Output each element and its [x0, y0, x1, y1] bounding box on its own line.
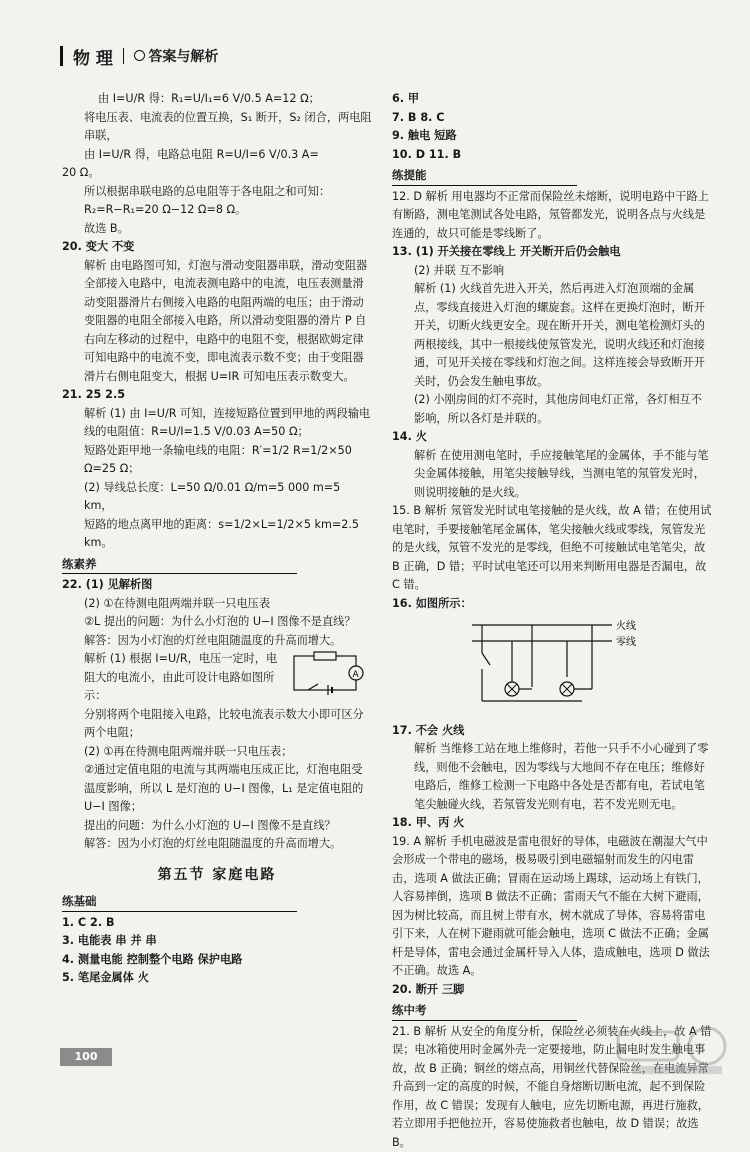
answer-20: 20. 断开 三脚 — [392, 981, 712, 1000]
analysis-22h: 提出的问题：为什么小灯泡的 U−I 图像不是直线？ — [62, 817, 372, 836]
answer-6: 6. 甲 — [392, 90, 712, 109]
right-column — [392, 90, 712, 1152]
page-header — [60, 42, 700, 70]
section-tag: 练中考 — [392, 1001, 577, 1021]
answer-14: 14. 火 — [392, 428, 712, 447]
header-bar — [60, 46, 63, 66]
text-line: 由 I=U/R 得，电路总电阻 R=U/I=6 V/0.3 A= — [62, 146, 372, 165]
analysis-14: 解析 在使用测电笔时，手应接触笔尾的金属体，手不能与笔尖金属体接触，用笔尖接触导线，当测电笔的氖管发光时，则说明接触的是火线。 — [392, 447, 712, 503]
section-label: 答案与解析 — [148, 49, 218, 65]
answer-18: 18. 甲、丙 火 — [392, 814, 712, 833]
text-line: 所以根据串联电路的总电阻等于各电阻之和可知：R₂=R−R₁=20 Ω−12 Ω=8 Ω。 — [62, 183, 372, 220]
text-line: 由 I=U/R 得：R₁=U/I₁=6 V/0.5 A=12 Ω； — [62, 90, 372, 109]
answer-13b: (2) 并联 互不影响 — [392, 262, 712, 281]
answer-10-11: 10. D 11. B — [392, 146, 712, 165]
answer-22: 22. (1) 见解析图 — [62, 576, 372, 595]
analysis-22i: 解答：因为小灯泡的灯丝电阻随温度的升高而增大。 — [62, 835, 372, 854]
answer-9: 9. 触电 短路 — [392, 127, 712, 146]
answer-15: 15. B 解析 氖管发光时试电笔接触的是火线，故 A 错；在使用试电笔时，手要接触笔尾金属体，笔尖接触火线或零线，氖管发光的是火线，氖管不发光的是零线，但绝不可接触试电笔笔尖，故 B 正确，D 错；平时试电笔还可以用来判断用电器是否漏电，故 C 错。 — [392, 502, 712, 595]
analysis-22g: ②通过定值电阻的电流与其两端电压成正比，灯泡电阻受温度影响，所以 L 是灯泡的 U−I 图像，L₁ 是定值电阻的 U−I 图像； — [62, 761, 372, 817]
analysis-13d: (2) 小刚房间的灯不亮时，其他房间电灯正常，各灯相互不影响，所以各灯是并联的。 — [392, 391, 712, 428]
answer-22a: (2) ①在待测电阻两端并联一只电压表 — [62, 595, 372, 614]
subject-title: 物 理 — [73, 44, 113, 69]
analysis-22-row — [62, 650, 372, 706]
page-number: 100 — [60, 1048, 112, 1066]
answer-19: 19. A 解析 手机电磁波是雷电很好的导体，电磁波在潮湿大气中会形成一个带电的磁场，极易吸引到电磁辐射而发生的闪电雷击，选项 A 做法正确；冒雨在运动场上踢球，运动场上有铁门，人容易摔倒，选项 B 做法不正确；雷雨天气不能在大树下避雨，因为树比较高，而且树上带有水，树木就成了导体，容易将雷电引下来，人在树下避雨就可能会触电，选项 C 做法不正确；金属杆是导体，雷电会通过金属杆导入人体，造成触电，选项 D 做法不正确。故选 A。 — [392, 833, 712, 981]
section-tag: 练提能 — [392, 166, 577, 186]
analysis-13: 解析 (1) 火线首先进入开关，然后再进入灯泡顶端的金属点，零线直接进入灯泡的螺旋套。这样在更换灯泡时，断开开关，切断火线更安全。现在断开开关，测电笔检测灯头的两根接线，其中一根接线使氖管发光，说明火线还和灯泡接通，可见开关接在零线和灯泡之间。这样连接会导致断开开关时，仍会发生触电事故。 — [392, 280, 712, 391]
answer-21: 21. B 解析 从安全的角度分析，保险丝必须装在火线上，故 A 错误；电冰箱使用时金属外壳一定要接地，防止漏电时发生触电事故，故 B 正确；铜丝的熔点高，用铜丝代替保险丝，在电流异常升高到一定的高度的时候，不能自身熔断切断电流，起不到保险作用，故 C 错误；发现有人触电，应先切断电源，再进行施救，若立即用手把他拉开，容易使施救者也触电，故 D 错误；故选 B。 — [392, 1023, 712, 1152]
answer-7-8: 7. B 8. C — [392, 109, 712, 128]
watermark-logo-icon — [612, 1020, 732, 1080]
text-line: 故选 B。 — [62, 220, 372, 239]
analysis-22e: 分别将两个电阻接入电路，比较电流表示数大小即可区分两个电阻； — [62, 706, 372, 743]
text-line: 20 Ω。 — [62, 164, 372, 183]
answer-22c: 解答：因为小灯泡的灯丝电阻随温度的升高而增大。 — [62, 632, 372, 651]
ammeter-circuit-diagram — [290, 650, 372, 696]
section-title — [134, 46, 218, 66]
text-line: 将电压表、电流表的位置互换，S₁ 断开，S₂ 闭合，两电阻串联， — [62, 109, 372, 146]
household-circuit-diagram — [462, 617, 672, 709]
answer-13: 13. (1) 开关接在零线上 开关断开后仍会触电 — [392, 243, 712, 262]
answer-17: 17. 不会 火线 — [392, 722, 712, 741]
section-tag: 练基础 — [62, 892, 297, 912]
answer-16: 16. 如图所示： — [392, 595, 712, 614]
answer-5: 5. 笔尾金属体 火 — [62, 969, 372, 988]
analysis-22: 解析 (1) 根据 I=U/R，电压一定时，电阻大的电流小，由此可设计电路如图所示： — [62, 650, 282, 706]
analysis-21b: 短路处距甲地一条输电线的电阻：R′=1/2 R=1/2×50 Ω=25 Ω； — [62, 442, 372, 479]
analysis-20: 解析 由电路图可知，灯泡与滑动变阻器串联，滑动变阻器全部接入电路中，电流表测电路中的电流，电压表测量滑动变阻器滑片右侧接入电路的电阻两端的电压；由于滑动变阻器的电阻全部接入电路，所以滑动变阻器的滑片 P 自右向左移动的过程中，电路中的电阻不变，根据欧姆定律可知电路中的电流不变，即电流表示数不变；由于变阻器滑片右侧电阻变大，根据 U=IR 可知电压表示数变大。 — [62, 257, 372, 387]
svg-text:A: A — [353, 670, 360, 680]
answer-12: 12. D 解析 用电器均不正常而保险丝未熔断，说明电路中干路上有断路，测电笔测试各处电路，氖管都发光，说明各点与火线是连通的，故只可能是零线断了。 — [392, 188, 712, 244]
analysis-17: 解析 当维修工站在地上维修时，若他一只手不小心碰到了零线，则他不会触电，因为零线与大地间不存在电压；维修好电路后，维修工检测一下电路中各处是否都有电，若试电笔笔尖触碰火线，若氖管发光则有电，若不发光则无电。 — [392, 740, 712, 814]
circle-icon — [134, 50, 145, 61]
section-tag: 练素养 — [62, 555, 297, 575]
analysis-21d: 短路的地点离甲地的距离：s=1/2×L=1/2×5 km=2.5 km。 — [62, 516, 372, 553]
answer-1-2: 1. C 2. B — [62, 914, 372, 933]
answer-21: 21. 25 2.5 — [62, 386, 372, 405]
section-heading: 第五节 家庭电路 — [62, 866, 372, 885]
answer-20: 20. 变大 不变 — [62, 238, 372, 257]
answer-3: 3. 电能表 串 并 串 — [62, 932, 372, 951]
analysis-22f: (2) ①再在待测电阻两端并联一只电压表； — [62, 743, 372, 762]
answer-4: 4. 测量电能 控制整个电路 保护电路 — [62, 951, 372, 970]
zero-line-label: 零线 — [616, 635, 636, 648]
left-column — [62, 90, 372, 988]
header-divider — [123, 48, 125, 64]
fire-line-label: 火线 — [616, 619, 636, 632]
answer-22b: ②L 提出的问题：为什么小灯泡的 U−I 图像不是直线？ — [62, 613, 372, 632]
analysis-21: 解析 (1) 由 I=U/R 可知，连接短路位置到甲地的两段输电线的电阻值：R=U/I=1.5 V/0.03 A=50 Ω； — [62, 405, 372, 442]
analysis-21c: (2) 导线总长度：L=50 Ω/0.01 Ω/m=5 000 m=5 km， — [62, 479, 372, 516]
